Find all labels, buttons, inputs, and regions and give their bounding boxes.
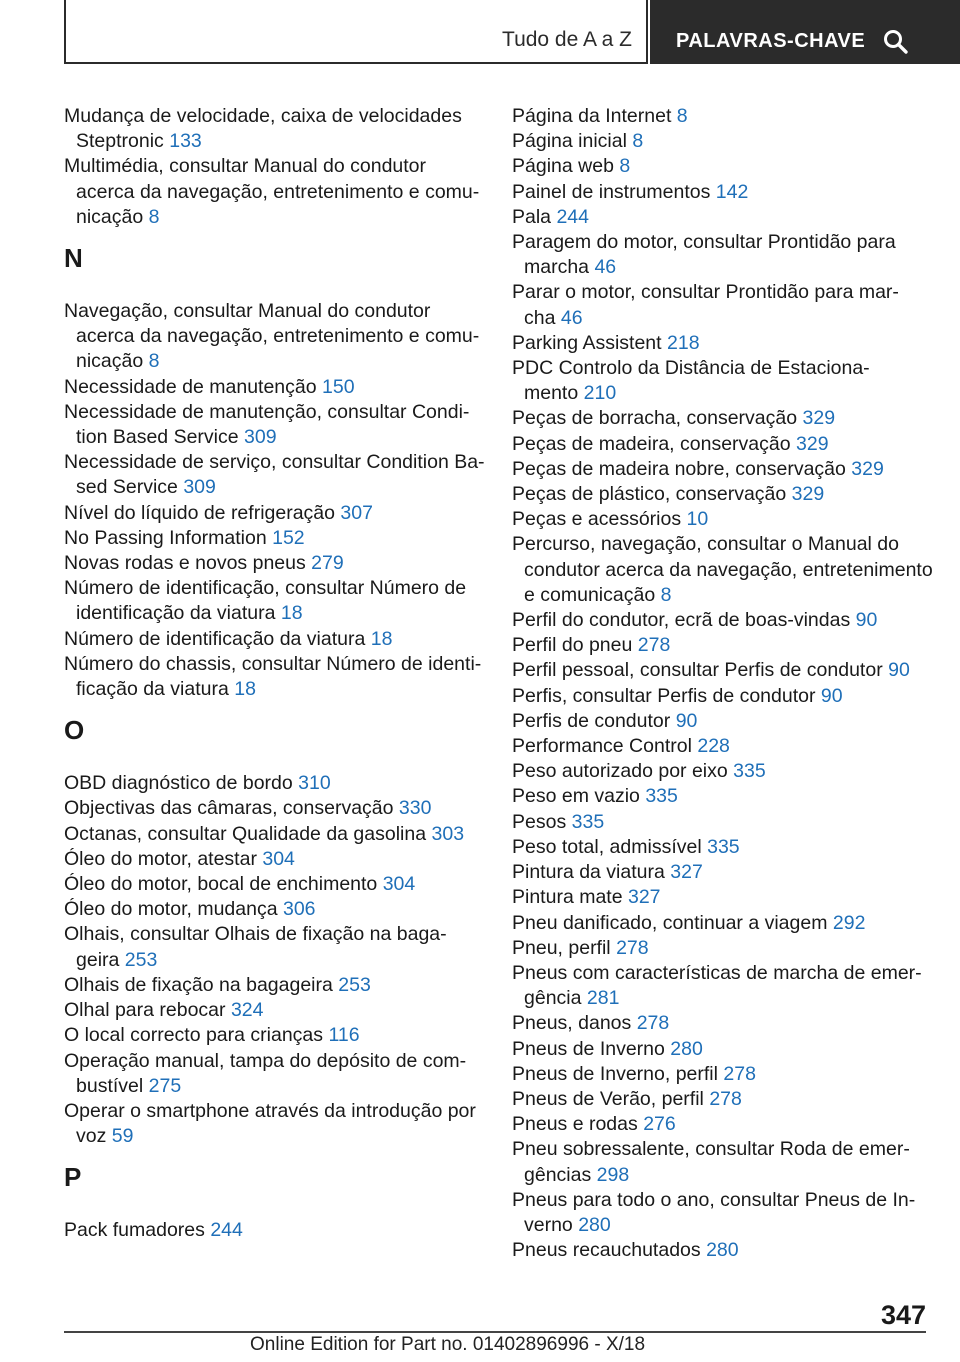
entry-text: Parking Assistent xyxy=(512,331,662,354)
index-entry xyxy=(64,897,484,922)
entry-text: O local correcto para crianças xyxy=(64,1024,324,1047)
entry-text: Necessidade de manutenção xyxy=(64,375,317,398)
entry-text: acerca da navegação, entretenimento e comu- xyxy=(76,180,480,203)
entry-text: Peças de borracha, conservação xyxy=(512,407,798,430)
entry-text: Perfil pessoal, consultar Perfis de condutor xyxy=(512,659,883,682)
entry-text: Pneus com características de marcha de emer- xyxy=(512,961,922,984)
page-link[interactable]: 46 xyxy=(560,306,583,329)
page-link[interactable]: 280 xyxy=(578,1213,611,1236)
entry-text: Pneus recauchutados xyxy=(512,1239,701,1262)
page-link[interactable]: 306 xyxy=(282,898,316,921)
index-entry xyxy=(512,482,932,507)
entry-text: Parar o motor, consultar Prontidão para mar- xyxy=(512,281,899,304)
entry-text: No Passing Information xyxy=(64,526,267,549)
page-link[interactable]: 10 xyxy=(686,508,709,531)
page-link[interactable]: 18 xyxy=(234,678,256,701)
section-letter: N xyxy=(64,243,83,274)
entry-text: Pneu, perfil xyxy=(512,936,611,959)
index-entry xyxy=(512,1087,932,1112)
index-entry xyxy=(512,709,932,734)
entry-text: Página inicial xyxy=(512,130,627,153)
entry-text: mento xyxy=(524,382,579,405)
entry-text: Paragem do motor, consultar Prontidão para xyxy=(512,231,896,254)
tab-az[interactable] xyxy=(64,0,648,64)
index-entry xyxy=(512,1137,932,1187)
page-link[interactable]: 292 xyxy=(832,911,866,934)
footer-edition: Online Edition for Part no. 01402896996 - X/18 xyxy=(250,1334,646,1355)
entry-text: Operação manual, tampa do depósito de com- xyxy=(64,1049,467,1072)
page-link[interactable]: 18 xyxy=(280,602,303,625)
index-entry xyxy=(64,627,484,652)
entry-text: Pala xyxy=(512,205,552,228)
page-link[interactable]: 8 xyxy=(632,130,644,153)
index-entry xyxy=(64,1049,484,1099)
entry-text: Steptronic xyxy=(76,130,164,153)
page-link[interactable]: 8 xyxy=(660,583,672,606)
entry-text: Perfil do pneu xyxy=(512,634,633,657)
entry-text: Número de identificação da viatura xyxy=(64,627,366,650)
entry-text: Novas rodas e novos pneus xyxy=(64,552,306,575)
page-link[interactable]: 90 xyxy=(888,659,910,682)
tab-az-label: Tudo de A a Z xyxy=(502,28,632,51)
index-entry xyxy=(64,501,484,526)
entry-text: nicação xyxy=(76,205,144,228)
entry-text: Óleo do motor, atestar xyxy=(64,847,257,870)
entry-text: Painel de instrumentos xyxy=(512,180,711,203)
page-link[interactable]: 280 xyxy=(670,1037,703,1060)
page-link[interactable]: 228 xyxy=(697,735,730,758)
entry-text: Pneus para todo o ano, consultar Pneus de In- xyxy=(512,1188,916,1211)
entry-text: gências xyxy=(524,1163,592,1186)
section-letter: O xyxy=(64,715,85,746)
entry-text: Percurso, navegação, consultar o Manual do xyxy=(512,533,899,556)
index-entry xyxy=(512,1062,932,1087)
index-entry xyxy=(512,205,932,230)
entry-text: Peso autorizado por eixo xyxy=(512,760,728,783)
page-link[interactable]: 281 xyxy=(586,987,620,1010)
page-link[interactable]: 244 xyxy=(210,1219,243,1242)
entry-text: Pesos xyxy=(512,810,567,833)
entry-text: Pneus de Inverno, perfil xyxy=(512,1062,718,1085)
entry-text: Pneus, danos xyxy=(512,1012,632,1035)
index-entry xyxy=(512,1112,932,1137)
entry-text: Multimédia, consultar Manual do condutor xyxy=(64,155,427,178)
index-column-left xyxy=(64,104,484,1244)
index-entry xyxy=(512,835,932,860)
entry-text: Navegação, consultar Manual do condutor xyxy=(64,300,431,323)
index-entry xyxy=(512,180,932,205)
entry-text: Peças de madeira, conservação xyxy=(512,432,791,455)
index-entry xyxy=(64,973,484,998)
page-link[interactable]: 276 xyxy=(643,1113,676,1136)
page-link[interactable]: 218 xyxy=(667,331,700,354)
entry-text: voz xyxy=(76,1125,107,1148)
index-entry xyxy=(64,1023,484,1048)
page-link[interactable]: 327 xyxy=(670,861,703,884)
index-entry xyxy=(512,432,932,457)
index-entry xyxy=(64,822,484,847)
page-link[interactable]: 59 xyxy=(111,1125,134,1148)
index-entry xyxy=(512,230,932,280)
page-link[interactable]: 278 xyxy=(637,634,671,657)
index-entry xyxy=(64,796,484,821)
index-entry xyxy=(64,299,484,375)
page-link[interactable]: 335 xyxy=(571,810,605,833)
entry-text: geira xyxy=(76,948,120,971)
index-entry xyxy=(512,860,932,885)
index-entry xyxy=(512,608,932,633)
index-entry xyxy=(512,1188,932,1238)
page-link[interactable]: 278 xyxy=(723,1062,756,1085)
entry-text: Necessidade de manutenção, consultar Condi- xyxy=(64,400,470,423)
page-link[interactable]: 90 xyxy=(675,709,698,732)
entry-text: Perfil do condutor, ecrã de boas-vindas xyxy=(512,609,851,632)
entry-text: condutor acerca da navegação, entretenimento xyxy=(524,558,933,581)
page-link[interactable]: 329 xyxy=(802,407,836,430)
entry-text: Óleo do motor, bocal de enchimento xyxy=(64,873,378,896)
entry-text: Octanas, consultar Qualidade da gasolina xyxy=(64,822,427,845)
page-link[interactable]: 329 xyxy=(796,432,829,455)
tab-keywords[interactable] xyxy=(650,0,960,64)
entry-text: Performance Control xyxy=(512,735,692,758)
entry-text: Página web xyxy=(512,155,614,178)
section-letter: P xyxy=(64,1162,82,1193)
search-icon xyxy=(882,28,910,56)
entry-text: Mudança de velocidade, caixa de velocidades xyxy=(64,105,462,127)
entry-text: acerca da navegação, entretenimento e comu- xyxy=(76,325,480,348)
index-entry xyxy=(512,457,932,482)
page-link[interactable]: 46 xyxy=(594,256,617,279)
index-entry xyxy=(64,400,484,450)
page-link[interactable]: 329 xyxy=(851,457,884,480)
index-entry xyxy=(64,1218,484,1243)
index-entry xyxy=(512,406,932,431)
page-link[interactable]: 324 xyxy=(230,999,264,1022)
index-entry xyxy=(512,658,932,683)
page-link[interactable]: 210 xyxy=(583,382,617,405)
page-link[interactable]: 298 xyxy=(596,1163,630,1186)
page-link[interactable]: 275 xyxy=(148,1074,182,1097)
index-entry xyxy=(512,104,932,129)
page-link[interactable]: 309 xyxy=(183,476,216,499)
entry-text: Pneus de Inverno xyxy=(512,1037,665,1060)
page-link[interactable]: 90 xyxy=(855,609,878,632)
entry-text: Pack fumadores xyxy=(64,1219,205,1242)
header-tab-bar xyxy=(64,0,960,64)
index-entry xyxy=(64,652,484,702)
page-link[interactable]: 329 xyxy=(791,483,825,506)
page-link[interactable]: 18 xyxy=(370,627,393,650)
index-entry xyxy=(512,633,932,658)
index-entry xyxy=(512,734,932,759)
entry-text: nicação xyxy=(76,350,144,373)
index-entry xyxy=(64,526,484,551)
index-entry xyxy=(64,1099,484,1149)
index-entry xyxy=(64,104,484,154)
page-link[interactable]: 8 xyxy=(148,205,160,228)
page-link[interactable]: 8 xyxy=(619,155,631,178)
index-entry xyxy=(64,847,484,872)
page-link[interactable]: 278 xyxy=(636,1012,670,1035)
page-link[interactable]: 310 xyxy=(298,772,331,795)
entry-text: verno xyxy=(524,1213,573,1236)
index-entry xyxy=(512,129,932,154)
index-entry xyxy=(512,1238,932,1263)
page-link[interactable]: 8 xyxy=(676,105,688,127)
index-entry xyxy=(64,576,484,626)
entry-text: PDC Controlo da Distância de Estaciona- xyxy=(512,357,870,380)
entry-text: gência xyxy=(524,987,582,1010)
entry-text: Peças e acessórios xyxy=(512,508,682,531)
entry-text: Olhais de fixação na bagageira xyxy=(64,973,333,996)
entry-text: Pneus de Verão, perfil xyxy=(512,1087,704,1110)
page-link[interactable]: 133 xyxy=(169,130,202,153)
entry-text: Página da Internet xyxy=(512,105,672,127)
tab-keywords-label: PALAVRAS-CHAVE xyxy=(676,30,866,52)
entry-text: Peso total, admissível xyxy=(512,835,702,858)
entry-text: identificação da viatura xyxy=(76,602,276,625)
entry-text: Pneu danificado, continuar a viagem xyxy=(512,911,828,934)
index-entry xyxy=(512,154,932,179)
index-entry xyxy=(64,771,484,796)
entry-text: Peças de plástico, conservação xyxy=(512,483,787,506)
index-column-right xyxy=(512,104,932,1263)
index-entry xyxy=(64,450,484,500)
entry-text: Necessidade de serviço, consultar Condition Ba- xyxy=(64,451,485,474)
page-link[interactable]: 278 xyxy=(709,1087,742,1110)
page-link[interactable]: 142 xyxy=(715,180,749,203)
index-entry xyxy=(64,375,484,400)
entry-text: Perfis de condutor xyxy=(512,709,671,732)
entry-text: Pintura mate xyxy=(512,886,623,909)
entry-text: Número de identificação, consultar Número de xyxy=(64,577,467,600)
entry-text: Pneu sobressalente, consultar Roda de emer- xyxy=(512,1138,910,1161)
entry-text: Nível do líquido de refrigeração xyxy=(64,501,335,524)
entry-text: sed Service xyxy=(76,476,178,499)
entry-text: Óleo do motor, mudança xyxy=(64,898,278,921)
footer-divider xyxy=(64,1331,926,1333)
entry-text: tion Based Service xyxy=(76,426,239,449)
index-entry xyxy=(64,551,484,576)
page-link[interactable]: 8 xyxy=(148,350,160,373)
page-link[interactable]: 278 xyxy=(616,936,649,959)
entry-text: Peso em vazio xyxy=(512,785,640,808)
index-entry xyxy=(512,911,932,936)
page-link[interactable]: 303 xyxy=(431,822,465,845)
entry-text: Número do chassis, consultar Número de identi- xyxy=(64,652,482,675)
page-link[interactable]: 150 xyxy=(322,375,355,398)
index-entry xyxy=(512,280,932,330)
page-link[interactable]: 279 xyxy=(311,552,344,575)
index-entry xyxy=(512,1011,932,1036)
page-link[interactable]: 335 xyxy=(707,835,740,858)
page-number: 347 xyxy=(880,1300,926,1330)
entry-text: Objectivas das câmaras, conservação xyxy=(64,797,394,820)
page-link[interactable]: 253 xyxy=(338,973,371,996)
page-link[interactable]: 335 xyxy=(645,785,678,808)
entry-text: Perfis, consultar Perfis de condutor xyxy=(512,684,816,707)
entry-text: Olhal para rebocar xyxy=(64,999,226,1022)
entry-text: Pneus e rodas xyxy=(512,1113,638,1136)
entry-text: cha xyxy=(524,306,556,329)
index-entry xyxy=(512,759,932,784)
entry-text: e comunicação xyxy=(524,583,656,606)
page-link[interactable]: 304 xyxy=(382,873,416,896)
index-entry xyxy=(512,885,932,910)
page-link[interactable]: 327 xyxy=(627,886,661,909)
index-entry xyxy=(512,1037,932,1062)
page-link[interactable]: 90 xyxy=(820,684,843,707)
page-link[interactable]: 280 xyxy=(706,1239,739,1262)
index-entry xyxy=(512,936,932,961)
page-link[interactable]: 309 xyxy=(244,426,277,449)
page-link[interactable]: 330 xyxy=(398,797,432,820)
entry-text: OBD diagnóstico de bordo xyxy=(64,772,293,795)
page-link[interactable]: 152 xyxy=(272,526,305,549)
page-link[interactable]: 253 xyxy=(124,948,158,971)
entry-text: Olhais, consultar Olhais de fixação na baga- xyxy=(64,923,447,946)
index-entry xyxy=(512,784,932,809)
index-entry xyxy=(64,872,484,897)
index-entry xyxy=(512,684,932,709)
index-entry xyxy=(512,810,932,835)
entry-text: ficação da viatura xyxy=(76,678,229,701)
page-link[interactable]: 244 xyxy=(556,205,589,228)
index-entry xyxy=(64,154,484,230)
page-link[interactable]: 304 xyxy=(262,847,295,870)
index-entry xyxy=(512,356,932,406)
entry-text: Peças de madeira nobre, conservação xyxy=(512,457,846,480)
index-entry xyxy=(512,961,932,1011)
page-link[interactable]: 335 xyxy=(733,760,766,783)
entry-text: Operar o smartphone através da introdução por xyxy=(64,1099,476,1122)
index-entry xyxy=(512,507,932,532)
entry-text: Pintura da viatura xyxy=(512,861,665,884)
index-entry xyxy=(512,532,932,608)
index-entry xyxy=(512,331,932,356)
page-link[interactable]: 307 xyxy=(340,501,373,524)
entry-text: marcha xyxy=(524,256,590,279)
entry-text: bustível xyxy=(76,1074,144,1097)
index-entry xyxy=(64,922,484,972)
index-entry xyxy=(64,998,484,1023)
page-link[interactable]: 116 xyxy=(328,1024,360,1047)
